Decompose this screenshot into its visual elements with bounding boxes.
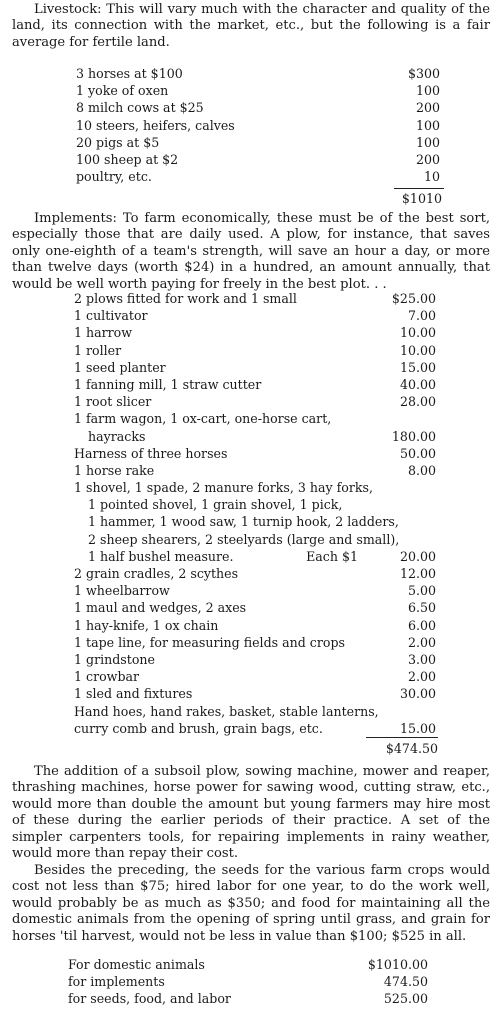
- implement-row: [74, 290, 436, 307]
- summary-row: [68, 956, 428, 973]
- implement-row-label: 1 sled and fixtures: [74, 686, 193, 702]
- implement-row-label: 1 half bushel measure.: [88, 548, 234, 564]
- implement-row-label: 2 sheep shearers, 2 steelyards (large and small),: [88, 531, 400, 547]
- implement-row-amount: 50.00: [399, 445, 436, 461]
- livestock-row-amount: $300: [407, 66, 440, 81]
- implement-row: [74, 410, 436, 427]
- implement-row-amount: 180.00: [391, 428, 436, 444]
- livestock-row: [76, 134, 440, 151]
- implement-row-label: 1 roller: [74, 342, 122, 358]
- implement-row: [74, 445, 436, 462]
- livestock-row-amount: 200: [415, 151, 440, 167]
- livestock-row: [76, 82, 440, 99]
- implement-row-label: 1 pointed shovel, 1 grain shovel, 1 pick,: [88, 497, 343, 513]
- implement-row-amount: 10.00: [399, 342, 436, 358]
- seeds-paragraph-text: Besides the preceding, the seeds for the various farm crops would cost not less than $75; hired labor for one year, to do the work well, would probably be as much as $350; and food for maintaining all the domestic animals from the opening of spring until grass, and grain for horses 'til harvest, would not be less in value than $100; $525 in all.: [12, 863, 490, 944]
- livestock-total-rule: [394, 188, 444, 189]
- implement-row: [74, 617, 436, 634]
- implement-row-label: 1 maul and wedges, 2 axes: [74, 600, 247, 616]
- summary-row-amount: $1010.00: [367, 957, 428, 972]
- implement-row: [74, 479, 436, 496]
- implement-row-label: Hand hoes, hand rakes, basket, stable lanterns,: [74, 703, 379, 719]
- summary-table: [68, 956, 428, 1008]
- implement-row: [74, 428, 436, 445]
- implements-total-rule: [366, 737, 438, 738]
- livestock-row-amount: 200: [415, 100, 440, 116]
- summary-row-amount: 525.00: [383, 991, 428, 1007]
- livestock-row-label: 1 yoke of oxen: [76, 83, 169, 99]
- implement-row-label: 1 hay-knife, 1 ox chain: [74, 617, 219, 633]
- implement-row-label: 1 shovel, 1 spade, 2 manure forks, 3 hay forks,: [74, 480, 373, 496]
- implement-row: [74, 342, 436, 359]
- implement-row-amount: 15.00: [399, 359, 436, 375]
- implement-row-label: 1 tape line, for measuring fields and crops: [74, 634, 345, 650]
- implements-total: $474.50: [385, 741, 438, 756]
- addition-paragraph: [12, 764, 490, 862]
- implement-row: [74, 324, 436, 341]
- implement-row: [74, 565, 436, 582]
- implement-row: [74, 634, 436, 651]
- implement-row-amount: 28.00: [399, 394, 436, 410]
- implement-row-label: 1 root slicer: [74, 394, 152, 410]
- implement-row-label: Harness of three horses: [74, 445, 228, 461]
- livestock-intro-text: Livestock: This will vary much with the character and quality of the land, its connection with the market, etc., but the following is a fair average for fertile land.: [12, 2, 490, 50]
- livestock-row: [76, 99, 440, 116]
- summary-row: [68, 990, 428, 1007]
- seeds-paragraph: [12, 863, 490, 945]
- implements-intro: [12, 211, 490, 293]
- implement-row-label: 1 crowbar: [74, 669, 140, 685]
- implement-row-amount: 6.00: [407, 617, 436, 633]
- implement-row-amount: 10.00: [399, 325, 436, 341]
- summary-row-label: For domestic animals: [68, 957, 205, 972]
- implement-row-amount: 30.00: [399, 686, 436, 702]
- implement-row-label: 1 wheelbarrow: [74, 583, 170, 599]
- implement-row-label: 1 horse rake: [74, 462, 155, 478]
- implement-row-label: 1 fanning mill, 1 straw cutter: [74, 376, 262, 392]
- implement-row-label: 1 harrow: [74, 325, 133, 341]
- implement-row: [74, 548, 436, 565]
- implement-row: [74, 703, 436, 720]
- addition-paragraph-text: The addition of a subsoil plow, sowing machine, mower and reaper, thrashing machines, horse power for sawing wood, cutting straw, etc., would more than double the amount but young farmers may hire most of these during the earlier periods of their practice. A set of the simpler carpenters tools, for repairing implements in rainy weather, would more than repay their cost.: [12, 764, 490, 862]
- implement-row-label: 1 seed planter: [74, 359, 166, 375]
- implement-row: [74, 685, 436, 702]
- implement-row: [74, 307, 436, 324]
- implement-row: [74, 531, 436, 548]
- implement-row: [74, 720, 436, 737]
- implement-row: [74, 462, 436, 479]
- livestock-row-label: 8 milch cows at $25: [76, 100, 204, 116]
- implement-row: [74, 376, 436, 393]
- implement-row: [74, 651, 436, 668]
- implement-row: [74, 668, 436, 685]
- implement-row-amount: 12.00: [399, 566, 436, 581]
- implement-row-amount: 5.00: [407, 583, 436, 599]
- implement-row-label: 2 plows fitted for work and 1 small: [74, 291, 297, 306]
- implement-row-amount: $25.00: [391, 291, 436, 306]
- implement-row-label: 1 farm wagon, 1 ox-cart, one-horse cart,: [74, 411, 332, 427]
- implement-row-label: hayracks: [88, 428, 146, 444]
- livestock-table: [76, 65, 440, 185]
- livestock-row-label: 100 sheep at $2: [76, 151, 179, 167]
- implement-row-amount: 7.00: [407, 308, 436, 324]
- livestock-row: [76, 151, 440, 168]
- livestock-row: [76, 65, 440, 82]
- implements-intro-text: Implements: To farm economically, these must be of the best sort, especially those that are daily used. A plow, for instance, that saves only one-eighth of a team's strength, will save an hour a day, or more than twelve days (worth $24) in a hundred, an amount annually, that would be well worth paying for freely in the best plot. . .: [12, 211, 490, 292]
- summary-row: [68, 973, 428, 990]
- implement-row-label: 1 cultivator: [74, 308, 148, 324]
- livestock-row: [76, 168, 440, 185]
- implement-row-label: 1 grindstone: [74, 651, 155, 667]
- implement-row-amount: 20.00: [399, 548, 436, 564]
- implement-row-label: 1 hammer, 1 wood saw, 1 turnip hook, 2 ladders,: [88, 514, 399, 530]
- livestock-total: $1010: [401, 191, 442, 206]
- implement-row-amount: 40.00: [399, 376, 436, 392]
- livestock-intro: [12, 2, 490, 51]
- implement-row-amount: 6.50: [407, 600, 436, 616]
- livestock-row-amount: 100: [415, 117, 440, 133]
- implement-row: [74, 496, 436, 513]
- implement-row-amount: 3.00: [407, 651, 436, 667]
- summary-row-amount: 474.50: [383, 974, 428, 990]
- implement-row-amount: 2.00: [407, 669, 436, 685]
- implement-row: [74, 359, 436, 376]
- livestock-row-label: 3 horses at $100: [76, 66, 183, 81]
- implement-row-label: 2 grain cradles, 2 scythes: [74, 566, 239, 581]
- implements-table: [74, 290, 436, 737]
- livestock-row: [76, 117, 440, 134]
- livestock-row-label: 10 steers, heifers, calves: [76, 117, 235, 133]
- livestock-row-label: poultry, etc.: [76, 169, 152, 185]
- implement-row-each-price: Each $1: [306, 548, 358, 564]
- implement-row-label: curry comb and brush, grain bags, etc.: [74, 720, 323, 736]
- summary-row-label: for seeds, food, and labor: [68, 991, 231, 1007]
- implement-row-amount: 2.00: [407, 634, 436, 650]
- implement-row: [74, 599, 436, 616]
- implement-row-amount: 8.00: [407, 462, 436, 478]
- implement-row: [74, 393, 436, 410]
- implement-row: [74, 582, 436, 599]
- livestock-row-amount: 10: [423, 169, 440, 185]
- summary-row-label: for implements: [68, 974, 165, 990]
- livestock-row-label: 20 pigs at $5: [76, 134, 160, 150]
- implement-row-amount: 15.00: [399, 720, 436, 736]
- livestock-row-amount: 100: [415, 83, 440, 99]
- livestock-row-amount: 100: [415, 134, 440, 150]
- implement-row: [74, 513, 436, 530]
